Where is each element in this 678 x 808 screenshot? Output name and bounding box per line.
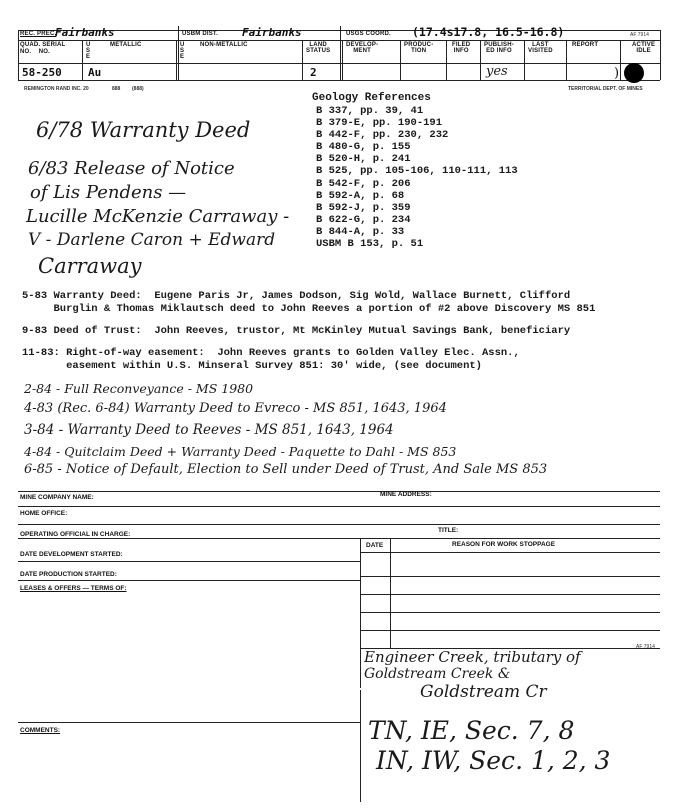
leases-label: LEASES & OFFERS — TERMS OF: <box>20 585 127 592</box>
filed-info-label: FILED INFO <box>452 42 471 54</box>
bracket-mark-icon: ) <box>614 66 620 81</box>
production-label: PRODUC- TION <box>404 42 434 54</box>
mine-company-name-label: MINE COMPANY NAME: <box>20 494 94 501</box>
location-note: Engineer Creek, tributary of <box>364 648 581 666</box>
operating-official-label: OPERATING OFFICIAL IN CHARGE: <box>20 531 131 538</box>
geology-ref: B 442-F, pp. 230, 232 <box>316 129 449 142</box>
metallic-label: U S E <box>86 42 91 60</box>
geology-ref: USBM B 153, p. 51 <box>316 238 424 251</box>
handwritten-entry: 6-85 - Notice of Default, Election to Sell under Deed of Trust, And Sale MS 853 <box>24 462 548 477</box>
title-label: TITLE: <box>438 527 459 534</box>
handwritten-note: 6/78 Warranty Deed <box>36 118 251 142</box>
published-info-label: PUBLISH- ED INFO <box>484 42 514 54</box>
handwritten-note: of Lis Pendens — <box>30 182 187 203</box>
metallic-label-text: METALLIC <box>110 42 142 48</box>
typed-entry: easement within U.S. Minseral Survey 851: 30' wide, (see document) <box>22 360 482 372</box>
typed-entry: 5-83 Warranty Deed: Eugene Paris Jr, James Dodson, Sig Wold, Wallace Burnett, Clifford <box>22 290 571 302</box>
handwritten-note: Lucille McKenzie Carraway - <box>26 206 290 227</box>
geology-ref: B 480-G, p. 155 <box>316 141 411 154</box>
printer-code2: (888) <box>132 86 144 92</box>
geology-refs-list <box>316 105 616 250</box>
land-status-value: 2 <box>310 66 317 79</box>
handwritten-entry: 3-84 - Warranty Deed to Reeves - MS 851, 1643, 1964 <box>24 422 394 438</box>
development-label: DEVELOP- MENT <box>346 42 379 54</box>
usgs-coord-value: (17.4s17.8, 16.5-16.8) <box>412 25 565 39</box>
report-label: REPORT <box>572 42 599 48</box>
geology-ref: B 542-F, p. 206 <box>316 177 411 190</box>
land-status-label: LAND STATUS <box>306 42 331 54</box>
geology-ref: B 592-J, p. 359 <box>316 201 411 214</box>
metallic-value: Au <box>88 66 102 79</box>
geology-ref: B 525, pp. 105-106, 110-111, 113 <box>316 165 518 178</box>
form-number-2: AF 7914 <box>636 644 655 650</box>
usgs-coord-label: USGS COORD. <box>346 31 391 37</box>
geology-ref: B 520-H, p. 241 <box>316 153 411 166</box>
location-note: TN, IE, Sec. 7, 8 <box>368 716 575 745</box>
typed-entry: Burglin & Thomas Miklautsch deed to John Reeves a portion of #2 above Discovery MS 851 <box>22 303 596 315</box>
nonmetallic-label-text: NON-METALLIC <box>200 42 248 48</box>
rec-prec-value: Fairbanks <box>55 26 115 39</box>
date-production-label: DATE PRODUCTION STARTED: <box>20 571 117 578</box>
comments-label: COMMENTS: <box>20 727 61 734</box>
usbm-dist-value: Fairbanks <box>242 26 302 39</box>
geology-ref: B 844-A, p. 33 <box>316 225 405 238</box>
usbm-dist-label: USBM DIST. <box>182 31 219 37</box>
handwritten-note: 6/83 Release of Notice <box>28 158 235 179</box>
location-note: IN, IW, Sec. 1, 2, 3 <box>376 746 611 775</box>
home-office-label: HOME OFFICE: <box>20 510 68 517</box>
quad-serial-label: QUAD. SERIAL NO. NO. <box>20 42 66 55</box>
typed-entry: 9-83 Deed of Trust: John Reeves, trustor, Mt McKinley Mutual Savings Bank, beneficiary <box>22 325 571 337</box>
rec-prec-label: REC. PREC. <box>20 31 57 37</box>
geology-ref: B 592-A, p. 68 <box>316 189 405 202</box>
printer-code1: 888 <box>112 86 121 92</box>
location-note: Goldstream Creek & <box>364 666 511 682</box>
territorial-label: TERRITORIAL DEPT. OF MINES <box>568 86 643 92</box>
handwritten-note: Carraway <box>38 254 142 278</box>
handwritten-note: V - Darlene Caron + Edward <box>28 230 276 250</box>
location-note: Goldstream Cr <box>420 682 547 702</box>
last-visited-label: LAST VISITED <box>528 42 553 54</box>
mine-address-label: MINE ADDRESS: <box>380 491 432 498</box>
geology-title: Geology References <box>312 92 431 104</box>
geology-ref: B 622-G, p. 234 <box>316 213 411 226</box>
form-number: AF 7914 <box>630 32 649 38</box>
typed-entries <box>22 290 662 373</box>
published-info-value: yes <box>486 64 508 79</box>
quad-serial-value: 58-250 <box>22 66 62 79</box>
handwritten-entry: 4-84 - Quitclaim Deed + Warranty Deed - Paquette to Dahl - MS 853 <box>24 444 457 459</box>
geology-ref: B 379-E, pp. 190-191 <box>316 117 443 130</box>
reason-col-header: REASON FOR WORK STOPPAGE <box>452 541 556 548</box>
handwritten-entry: 4-83 (Rec. 6-84) Warranty Deed to Evreco - MS 851, 1643, 1964 <box>24 401 447 416</box>
typed-entry: 11-83: Right-of-way easement: John Reeves grants to Golden Valley Elec. Assn., <box>22 347 520 359</box>
nonmetallic-label: U S E <box>180 42 185 60</box>
active-idle-label: ACTIVE IDLE <box>632 42 656 54</box>
date-col-header: DATE <box>366 542 384 549</box>
active-dot-icon <box>624 63 644 83</box>
handwritten-entry: 2-84 - Full Reconveyance - MS 1980 <box>24 381 254 396</box>
geology-ref: B 337, pp. 39, 41 <box>316 105 424 117</box>
date-development-label: DATE DEVELOPMENT STARTED: <box>20 551 123 558</box>
printer-line: REMINGTON RAND INC. 20 <box>24 86 89 92</box>
